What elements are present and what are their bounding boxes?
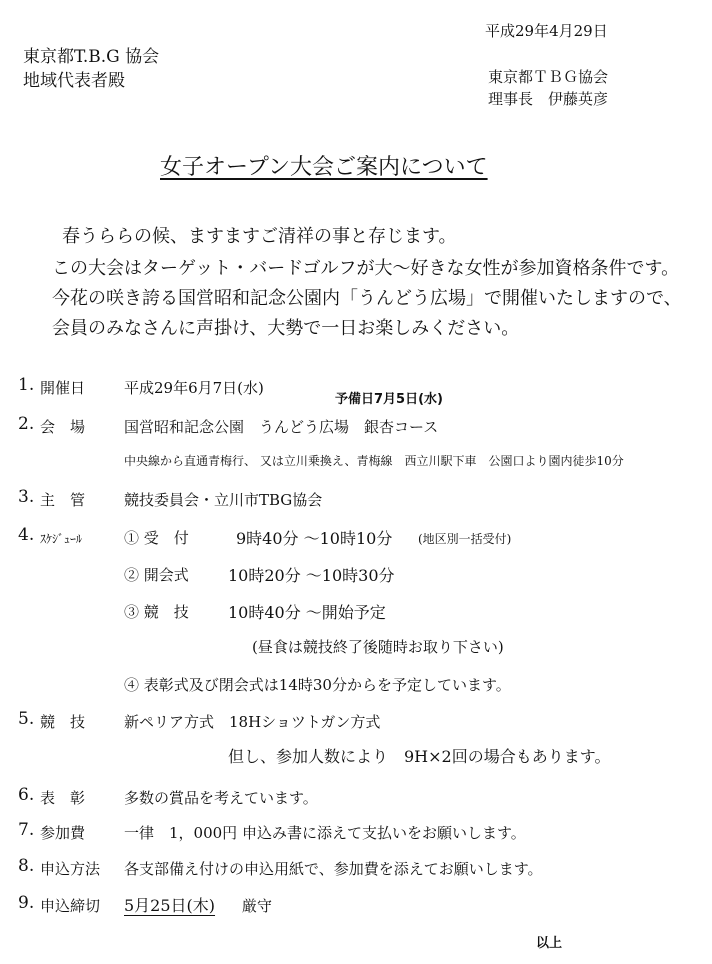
item-number: 9. xyxy=(18,893,35,913)
greeting-line: 会員のみなさんに声掛け、大勢で一日お楽しみください。 xyxy=(52,318,520,339)
format-note: 但し、参加人数により 9H×2回の場合もあります。 xyxy=(228,747,611,766)
item-label-organizer: 主 管 xyxy=(40,491,86,509)
item-value-awards: 多数の賞品を考えています。 xyxy=(124,789,318,807)
item-value-fee: 一律 1，000円 申込み書に添えて支払いをお願いします。 xyxy=(124,824,526,842)
deadline-strict: 厳守 xyxy=(242,897,273,915)
document-date: 平成29年4月29日 xyxy=(485,22,608,40)
schedule-opening-time: 10時20分 ～10時30分 xyxy=(228,566,395,585)
item-value-organizer: 競技委員会・立川市TBG協会 xyxy=(124,491,323,509)
item-number: 3. xyxy=(18,487,35,507)
item-value-format: 新ペリア方式 18Hショツトガン方式 xyxy=(124,713,381,731)
schedule-competition-time: 10時40分 ～開始予定 xyxy=(228,603,386,622)
venue-access-note: 中央線から直通青梅行、 又は立川乗換え、青梅線 西立川駅下車 公園口より園内徒歩10分 xyxy=(124,454,624,468)
item-number: 7. xyxy=(18,820,35,840)
item-number: 2. xyxy=(18,414,35,434)
schedule-reception-note: (地区別一括受付) xyxy=(418,532,512,546)
closing-mark: 以上 xyxy=(536,936,563,951)
item-number: 1. xyxy=(18,375,35,395)
recipient-name: 地域代表者殿 xyxy=(23,71,125,91)
schedule-ceremony: ④ 表彰式及び閉会式は14時30分からを予定しています。 xyxy=(124,676,511,694)
sender-name: 理事長 伊藤英彦 xyxy=(488,90,609,108)
recipient-organization: 東京都T.B.G 協会 xyxy=(23,47,160,67)
item-label-schedule: ｽｹｼﾞｭｰﾙ xyxy=(40,532,83,546)
item-number: 8. xyxy=(18,856,35,876)
item-value-application: 各支部備え付けの申込用紙で、参加費を添えてお願いします。 xyxy=(124,860,543,878)
item-label-application: 申込方法 xyxy=(40,860,101,878)
schedule-reception-label: ① 受 付 xyxy=(124,529,189,547)
item-number: 6. xyxy=(18,785,35,805)
lunch-note: (昼食は競技終了後随時お取り下さい) xyxy=(252,638,504,656)
schedule-opening-label: ② 開会式 xyxy=(124,566,189,584)
greeting-line: 今花の咲き誇る国営昭和記念公園内「うんどう広場」で開催いたしますので、 xyxy=(52,288,682,309)
item-label-date: 開催日 xyxy=(40,379,86,397)
greeting-line: この大会はターゲット・バードゴルフが大～好きな女性が参加資格条件です。 xyxy=(52,258,680,279)
schedule-competition-label: ③ 競 技 xyxy=(124,603,189,621)
document-title: 女子オープン大会ご案内について xyxy=(160,155,488,180)
schedule-reception-time: 9時40分 ～10時10分 xyxy=(236,529,393,548)
item-value-deadline: 5月25日(木) xyxy=(124,896,216,915)
item-label-awards: 表 彰 xyxy=(40,789,86,807)
item-label-venue: 会 場 xyxy=(40,418,86,436)
item-number: 5. xyxy=(18,709,35,729)
item-number: 4. xyxy=(18,525,35,545)
item-label-deadline: 申込締切 xyxy=(40,897,101,915)
item-value-date: 平成29年6月7日(水) xyxy=(124,379,264,397)
greeting-line: 春うららの候、ますますご清祥の事と存じます。 xyxy=(62,226,457,247)
item-value-venue: 国営昭和記念公園 うんどう広場 銀杏コース xyxy=(124,418,439,436)
item-label-fee: 参加費 xyxy=(40,824,86,842)
item-label-format: 競 技 xyxy=(40,713,86,731)
sender-organization: 東京都ＴＢＧ協会 xyxy=(488,68,609,86)
backup-date-note: 予備日7月5日(水) xyxy=(335,392,443,407)
